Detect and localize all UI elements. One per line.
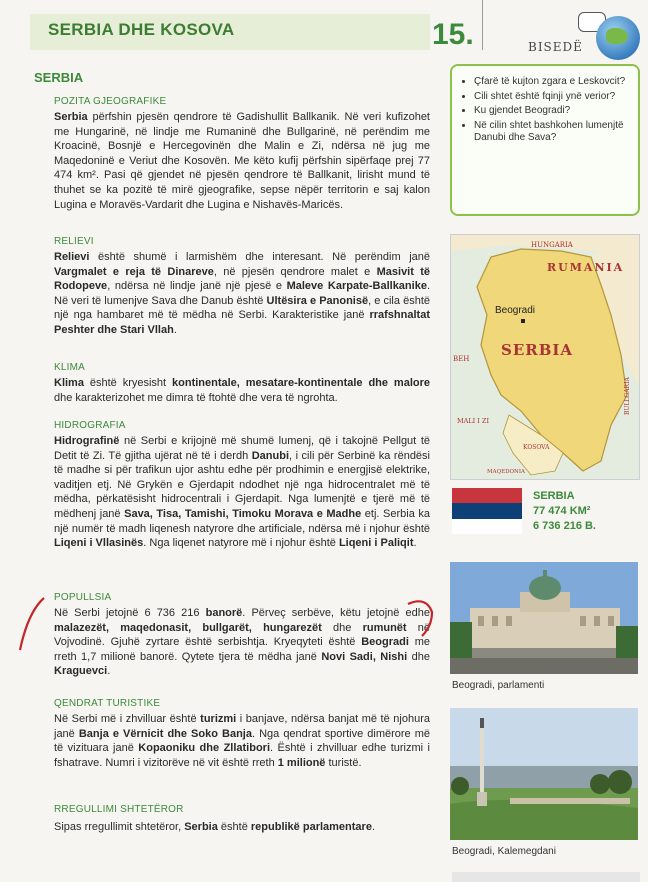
label-kosovo: KOSOVA — [523, 444, 550, 451]
term: Novi Sadi, Nishi — [321, 650, 408, 663]
fact-population: 6 736 216 B. — [533, 520, 596, 532]
question-item: • Çfarë të kujton zgara e Leskovcit? — [474, 76, 628, 89]
text: , i cili për Serbinë ka rëndësi të madhe si për trafikun ujor ashtu edhe për prodhimin e energjisë elektrike, vaditjen etj. Në Grykën e Gjerdapit ndodhet një nga hidrocentralet më të mëdha, përkatësisht hidrocentrali i Gjerdapit. Nga lumenjtë e tjerë më të mëdhenj janë — [54, 449, 430, 520]
text: , ndërsa në lindje janë një pjesë e — [107, 280, 287, 293]
text: përfshin pjesën qendrore të Gadishullit Ballkanik. Në veri kufizohet me Hungarinë, në lindje me Rumaninë dhe Bullgarinë, në perëndim me Kroacinë, Bosnjë e Hercegovinën dhe Malin e Zi, ndërsa në jug me Maqedoninë e Veriut dhe Kosovën. Me këto kufij përfshin sipërfaqe prej 77 474 km². Pasi që gjendet në pjesën qendrore të Ballkanit, lirisht mund të thuhet se ka pozitë të mirë gjeografike, sepse nëpër territorin e saj kalon Lugina e Moravës-Vardarit dhe Lugina e Nishavës-Maricës. — [54, 111, 430, 211]
page-footer-strip — [452, 872, 640, 882]
chapter-number: 15. — [432, 18, 474, 51]
heading-tourism: QENDRAT TURISTIKE — [54, 698, 161, 709]
term: Masivit të Rodopeve — [54, 265, 431, 293]
label-montenegro: MALI I ZI — [457, 417, 490, 425]
serbia-flag — [452, 488, 522, 534]
paragraph-relief — [54, 250, 430, 338]
flag-stripe-white — [452, 519, 522, 534]
text: dhe karakterizohet me dimra të ftohtë dhe vera të ngrohta. — [54, 391, 338, 404]
kalemegdan-photo — [450, 708, 638, 840]
term: Kraguevci — [54, 665, 108, 678]
label-capital: Beogradi — [495, 305, 536, 316]
label-serbia: SERBIA — [501, 341, 574, 359]
term: Liqeni i Paliqit — [338, 537, 414, 550]
caption-kalemegdan: Beogradi, Kalemegdani — [452, 846, 556, 857]
term: Kopaoniku dhe Zllatibori — [138, 742, 271, 755]
paragraph-position — [54, 110, 430, 212]
term: Serbia — [184, 821, 218, 833]
label-bosnia: BEH — [453, 355, 470, 363]
serbia-map — [450, 234, 640, 480]
text: . Është i zhvilluar edhe turizmi i fshatrave. Numri i vizitorëve në vit është rreth — [54, 742, 430, 769]
paragraph-government — [54, 820, 430, 835]
question-item: • Cili shtet është fqinji ynë verior? — [474, 91, 628, 104]
term: Klima — [54, 377, 84, 389]
capital-marker — [521, 319, 525, 323]
discussion-label: BISEDË — [528, 40, 583, 54]
caption-parliament: Beogradi, parlamenti — [452, 680, 545, 691]
text: . Nga qendrat sportive dimërore më të vizituara janë — [54, 727, 430, 755]
term: Beogradi — [361, 636, 409, 649]
text: Në Serbi jetojnë 6 736 216 — [54, 607, 206, 619]
heading-climate: KLIMA — [54, 362, 86, 373]
paragraph-climate — [54, 376, 430, 405]
section-title: SERBIA — [34, 70, 84, 85]
heading-relief: RELIEVI — [54, 236, 94, 247]
text: dhe — [407, 650, 430, 663]
term: Relievi — [54, 251, 90, 263]
text: është kryesisht — [83, 377, 173, 389]
discussion-questions-box — [450, 64, 640, 216]
text: turistë. — [325, 756, 362, 769]
globe-icon — [596, 16, 640, 60]
term: 1 milionë — [277, 756, 326, 769]
text: . Nga liqenet natyrore më i njohur është — [143, 537, 339, 550]
term: rrafshnaltat Peshter dhe Stari Vllah — [54, 309, 430, 336]
text: Sipas rregullimit shtetëror, — [54, 821, 185, 833]
text: është shumë i larmishëm dhe interesant. Në perëndim janë — [89, 251, 430, 263]
fact-country: SERBIA — [533, 490, 575, 502]
text: është — [217, 821, 251, 833]
map-graphic — [451, 235, 639, 479]
label-bulgaria: BULLGARIA — [624, 377, 631, 415]
header-divider — [482, 0, 483, 50]
text: . — [413, 537, 417, 550]
flag-stripe-blue — [452, 503, 522, 518]
term: Ultësira e Panonisë — [266, 294, 369, 307]
text: etj. Serbia ka një numër të madh liqenesh natyrore dhe artificiale, ndërsa më i njohur është — [54, 507, 430, 535]
text: i banjave, ndërsa banjat më të njohura janë — [54, 713, 430, 740]
label-romania: RUMANIA — [547, 261, 625, 274]
term: kontinentale, mesatare-kontinentale dhe malore — [172, 377, 430, 389]
text: në Vojvodinë. Gjuhë zyrtare është serbishtja. Kryeqyteti është — [54, 621, 431, 649]
term: Sava, Tisa, Tamishi, Timoku Morava e Madhe — [124, 507, 362, 520]
term: Hidrografinë — [54, 435, 120, 447]
flag-stripe-red — [452, 488, 522, 503]
text: me rreth 1,7 milionë banorë. Qytete tjera të mëdha janë — [54, 636, 430, 663]
term: Serbia — [54, 111, 88, 123]
label-hungary: HUNGARIA — [531, 241, 573, 249]
label-macedonia: MAQEDONIA — [487, 469, 526, 475]
red-bracket-left — [20, 598, 44, 650]
term: republikë parlamentare — [250, 821, 372, 833]
text: Në Serbi më i zhvilluar është — [54, 713, 201, 725]
term: Liqeni i Vllasinës — [54, 537, 144, 550]
term: Danubi — [251, 449, 289, 462]
term: Maleve Karpate-Ballkanike — [286, 280, 427, 293]
paragraph-population — [54, 606, 430, 679]
term: turizmi — [200, 713, 237, 725]
term: Banja e Vërnicit dhe Soko Banja — [78, 727, 252, 740]
term: malazezët, maqedonasit, bullgarët, hungarezët — [54, 621, 322, 634]
heading-position: POZITA GJEOGRAFIKE — [54, 96, 167, 107]
text: . — [107, 665, 111, 678]
term: banorë — [205, 607, 243, 619]
text: . Në veri të lumenjve Sava dhe Danub është — [54, 280, 431, 307]
text: në Serbi e krijojnë më shumë lumenj, që i takojnë Pellgut të Detit të Zi. Të gjitha ujërat në të i derdh — [54, 435, 430, 462]
text: . — [371, 821, 376, 833]
parliament-photo — [450, 562, 638, 674]
term: rumunët — [362, 621, 407, 634]
paragraph-hydrography — [54, 434, 430, 551]
page-title: SERBIA DHE KOSOVA — [48, 20, 235, 39]
fact-area: 77 474 KM² — [533, 505, 591, 517]
text: , e cila është një nga hambaret më të mëdha në Serbi. Karakteristike janë — [54, 294, 430, 322]
text: dhe — [321, 621, 363, 634]
text: , në pjesën qendrore malet e — [213, 265, 377, 278]
heading-population: POPULLSIA — [54, 592, 112, 603]
question-item: • Në cilin shtet bashkohen lumenjtë Danubi dhe Sava? — [474, 120, 628, 145]
heading-hydrography: HIDROGRAFIA — [54, 420, 126, 431]
term: Vargmalet e reja të Dinareve — [54, 265, 214, 278]
heading-government: RREGULLIMI SHTETËROR — [54, 804, 184, 815]
paragraph-tourism — [54, 712, 430, 770]
question-item: • Ku gjendet Beogradi? — [474, 105, 628, 118]
text: . — [173, 323, 177, 336]
text: . Përveç serbëve, këtu jetojnë edhe — [242, 607, 430, 619]
